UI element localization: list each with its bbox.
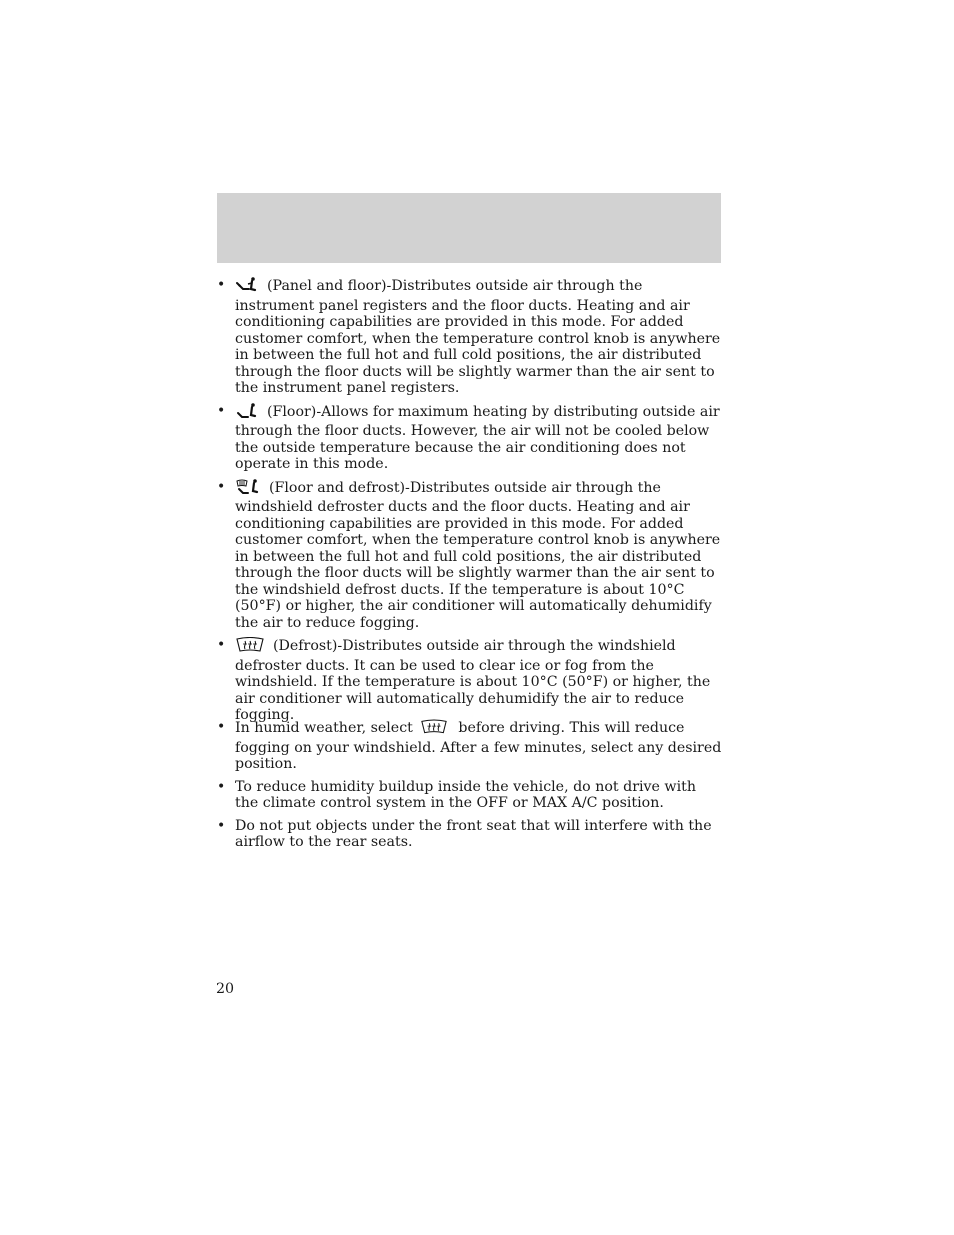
list-item-humid-weather-tip (217, 719, 723, 773)
list-item-floor-and-defrost (217, 479, 723, 632)
tips-list (217, 719, 723, 857)
floor-icon (235, 403, 259, 424)
defrost-icon (420, 719, 448, 740)
tip-text-after: before driving. This will reduce fogging on your windshield. After a few minutes, select any desired position. (235, 720, 722, 772)
tip-text-before: In humid weather, select (235, 720, 413, 736)
bullet: • (217, 402, 226, 419)
bullet: • (217, 778, 226, 795)
mode-description: (Floor)-Allows for maximum heating by distributing outside air through the floor ducts. However, the air will not be cooled below the outside temperature because the air conditioning does not operate in this mode. (235, 403, 720, 472)
bullet: • (217, 478, 226, 495)
tip-text: To reduce humidity buildup inside the vehicle, do not drive with the climate control system in the OFF or MAX A/C position. (235, 778, 696, 811)
list-item-front-seat-tip (217, 818, 723, 851)
defrost-icon (235, 637, 265, 658)
tip-text: Do not put objects under the front seat that will interfere with the airflow to the rear seats. (235, 817, 712, 850)
mode-description: (Floor and defrost)-Distributes outside air through the windshield defroster ducts and the floor ducts. Heating and air conditioning capabilities are provided in this mode. For added customer comfort, when the temperature control knob is anywhere in between the full hot and full cold positions, the air distributed through the floor ducts will be slightly warmer than the air sent to the windshield defrost ducts. If the temperature is about 10°C (50°F) or higher, the air conditioner will automatically dehumidify the air to reduce fogging. (235, 479, 721, 631)
section-header-bar (217, 193, 721, 263)
list-item-humidity-buildup-tip (217, 779, 723, 812)
list-item-floor (217, 403, 723, 473)
bullet: • (217, 817, 226, 834)
bullet: • (217, 719, 226, 735)
mode-description: (Defrost)-Distributes outside air through the windshield defroster ducts. It can be used to clear ice or fog from the windshield. If the temperature is about 10°C (50°F) or higher, the air conditioner will automatically dehumidify the air to reduce fogging. (235, 638, 711, 723)
airflow-mode-list (217, 277, 723, 730)
list-item-panel-and-floor (217, 277, 723, 397)
panel-and-floor-icon (235, 277, 259, 298)
bullet: • (217, 637, 226, 653)
floor-and-defrost-icon (235, 479, 261, 500)
page-number: 20 (216, 981, 235, 997)
bullet: • (217, 277, 226, 293)
mode-description: (Panel and floor)-Distributes outside air through the instrument panel registers and the floor ducts. Heating and air conditioning capabilities are provided in this mode. For added customer comfort, when the temperature control knob is anywhere in between the full hot and full cold positions, the air distributed through the floor ducts will be slightly warmer than the air sent to the instrument panel registers. (235, 278, 721, 396)
list-item-defrost (217, 637, 723, 724)
